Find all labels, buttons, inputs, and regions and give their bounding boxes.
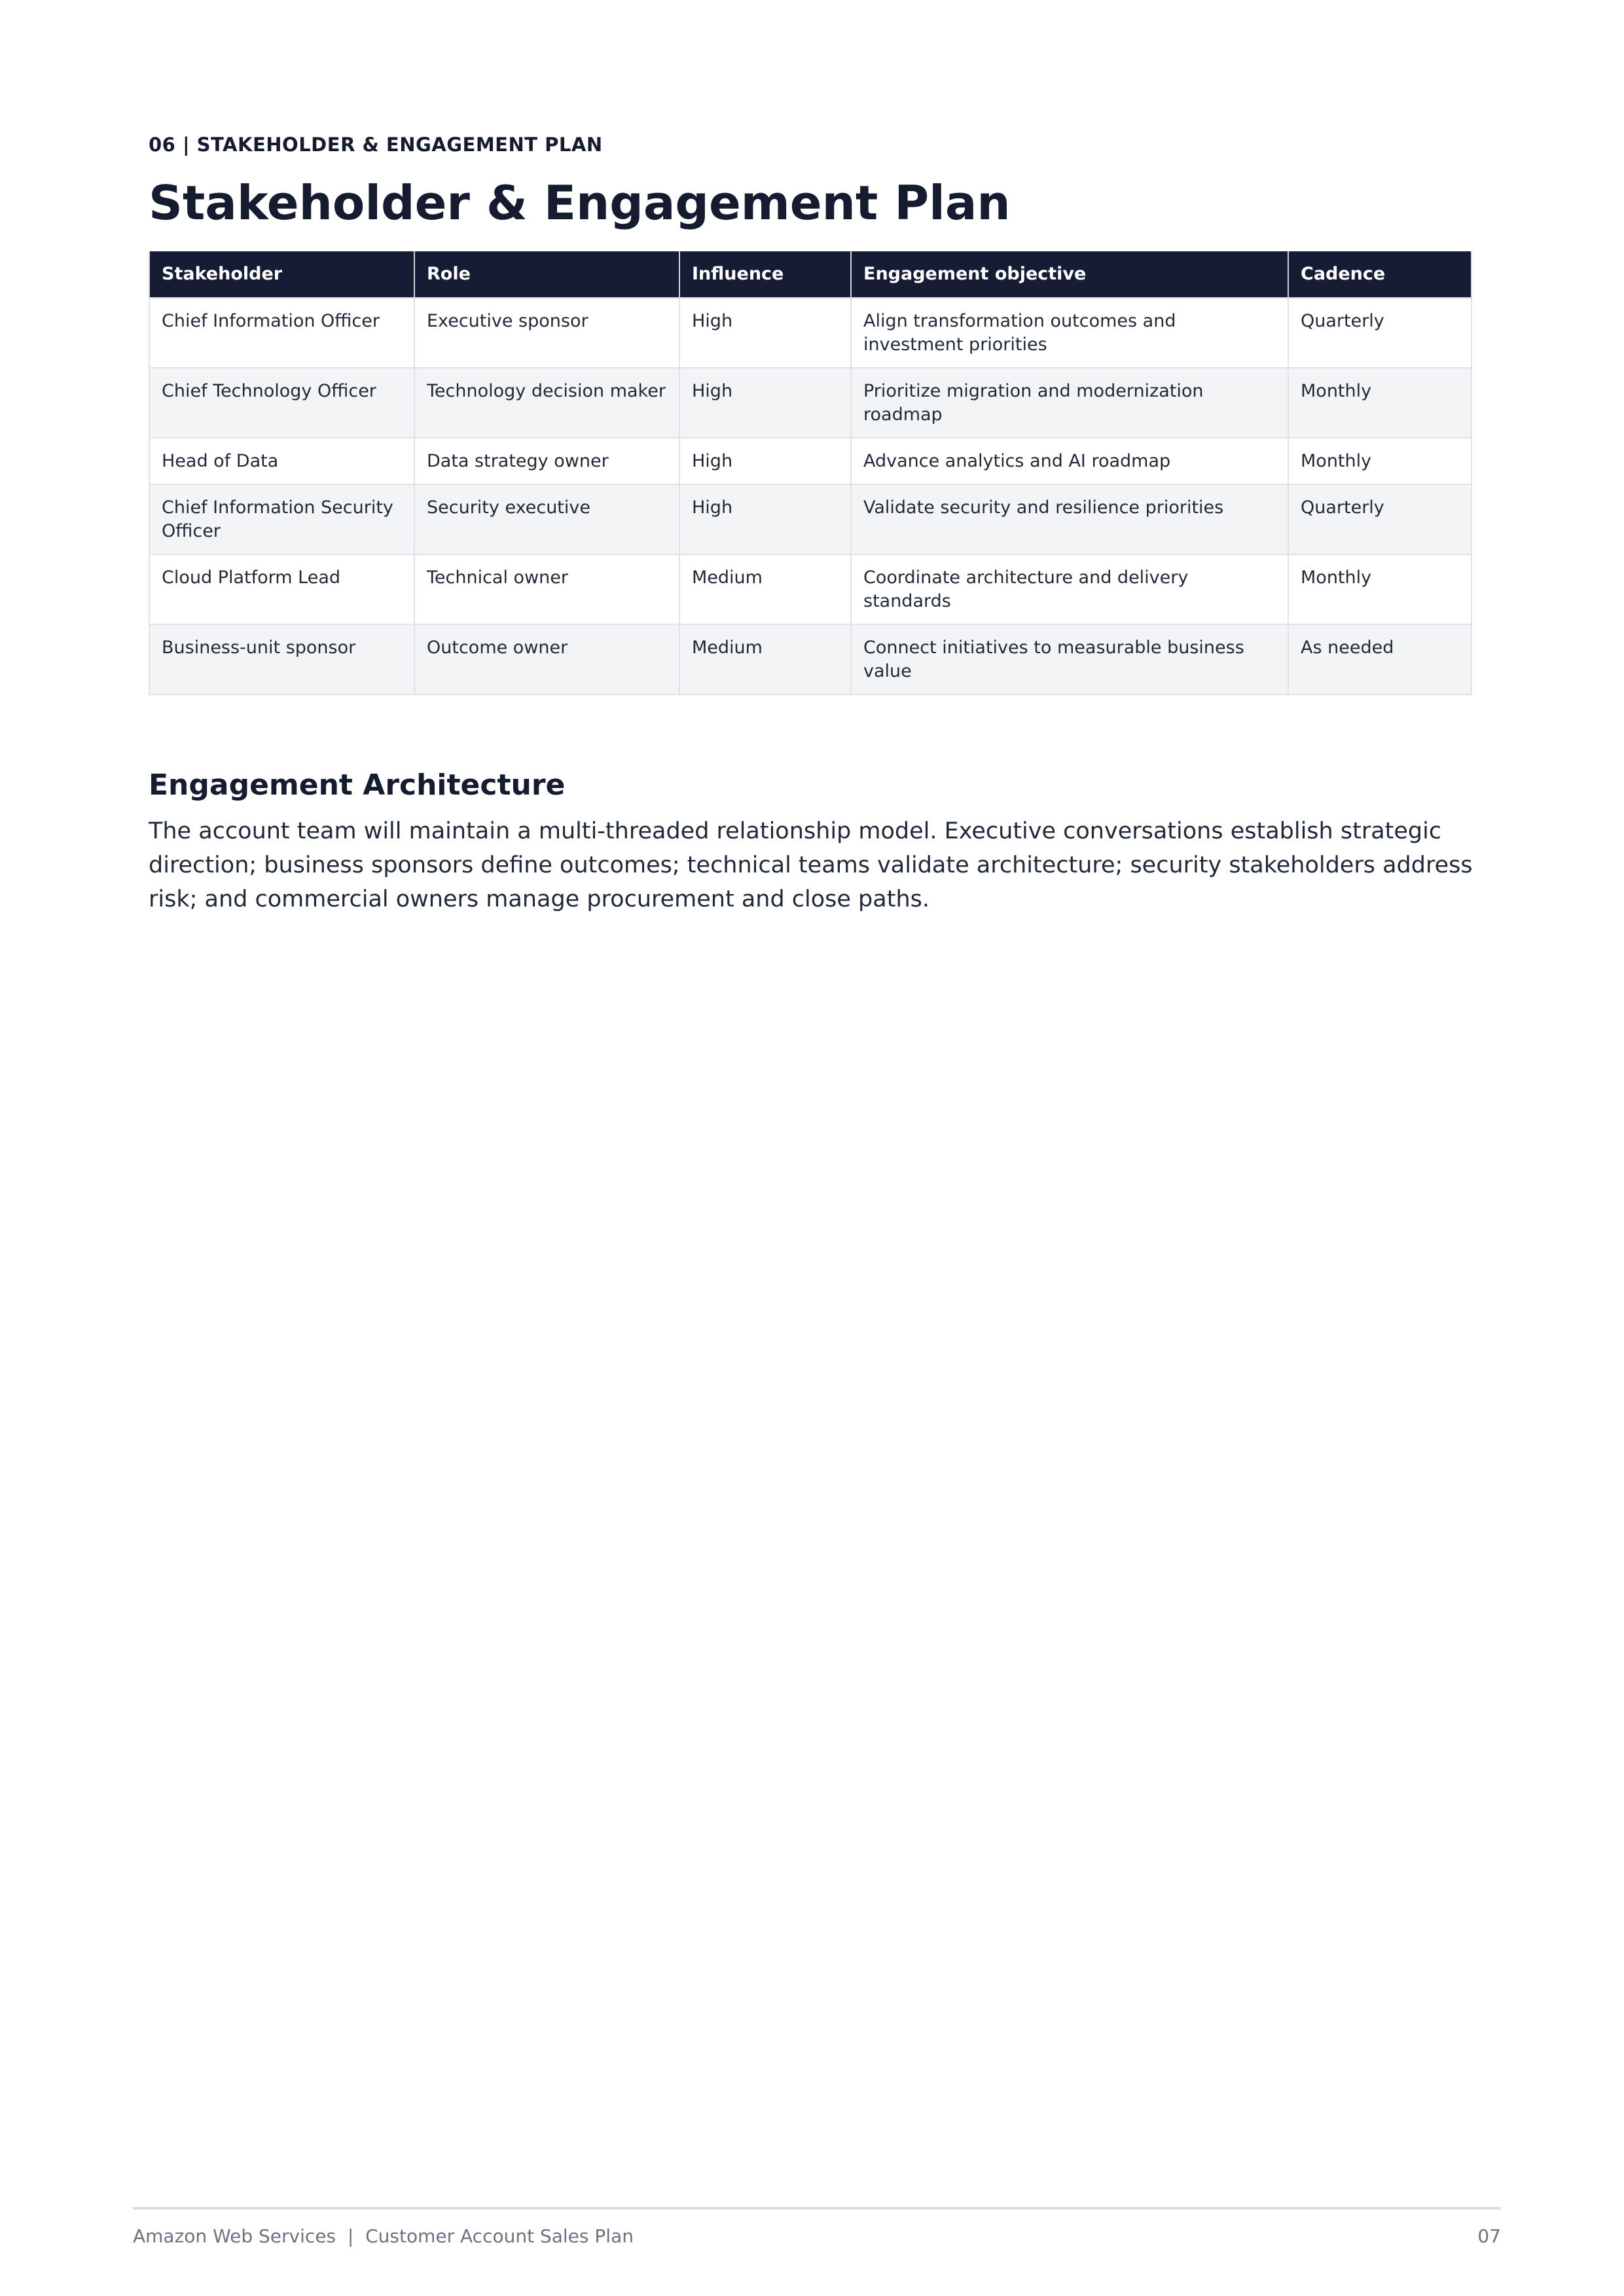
table-row [149, 624, 1471, 694]
cell-role: Data strategy owner [414, 438, 679, 484]
stakeholder-table [149, 251, 1472, 695]
cell-role: Security executive [414, 484, 679, 554]
page-content [149, 131, 1471, 916]
engagement-architecture-body: The account team will maintain a multi-threaded relationship model. Executive conversations establish strategic direction; business sponsors define outcomes; technical teams validate architecture; security stakeholders address risk; and commercial owners manage procurement and close paths. [149, 818, 1473, 912]
cell-influence: Medium [679, 554, 851, 624]
table-row [149, 484, 1471, 554]
cell-stakeholder: Chief Technology Officer [149, 368, 414, 438]
column-header-influence: Influence [679, 251, 851, 298]
engagement-architecture-heading: Engagement Architecture [149, 768, 566, 802]
column-header-role: Role [414, 251, 679, 298]
section-eyebrow: 06 | STAKEHOLDER & ENGAGEMENT PLAN [149, 134, 603, 156]
cell-engagement-objective: Align transformation outcomes and investment priorities [851, 298, 1288, 368]
cell-engagement-objective: Connect initiatives to measurable business value [851, 624, 1288, 694]
cell-cadence: Quarterly [1288, 484, 1471, 554]
cell-influence: High [679, 484, 851, 554]
cell-cadence: Monthly [1288, 438, 1471, 484]
cell-cadence: Monthly [1288, 368, 1471, 438]
footer-page-number: 07 [1477, 2225, 1501, 2247]
cell-cadence: Monthly [1288, 554, 1471, 624]
cell-influence: Medium [679, 624, 851, 694]
cell-influence: High [679, 368, 851, 438]
cell-stakeholder: Head of Data [149, 438, 414, 484]
page-footer [133, 2207, 1501, 2247]
table-row [149, 554, 1471, 624]
cell-stakeholder: Business-unit sponsor [149, 624, 414, 694]
cell-role: Technology decision maker [414, 368, 679, 438]
cell-influence: High [679, 438, 851, 484]
cell-role: Executive sponsor [414, 298, 679, 368]
cell-engagement-objective: Advance analytics and AI roadmap [851, 438, 1288, 484]
column-header-engagement-objective: Engagement objective [851, 251, 1288, 298]
cell-stakeholder: Chief Information Officer [149, 298, 414, 368]
cell-engagement-objective: Validate security and resilience priorities [851, 484, 1288, 554]
column-header-cadence: Cadence [1288, 251, 1471, 298]
table-row [149, 438, 1471, 484]
cell-engagement-objective: Coordinate architecture and delivery standards [851, 554, 1288, 624]
cell-engagement-objective: Prioritize migration and modernization roadmap [851, 368, 1288, 438]
cell-cadence: Quarterly [1288, 298, 1471, 368]
table-row [149, 298, 1471, 368]
cell-stakeholder: Cloud Platform Lead [149, 554, 414, 624]
footer-document-label: Amazon Web Services | Customer Account Sales Plan [133, 2225, 634, 2247]
table-header-row [149, 251, 1471, 298]
column-header-stakeholder: Stakeholder [149, 251, 414, 298]
cell-stakeholder: Chief Information Security Officer [149, 484, 414, 554]
cell-role: Outcome owner [414, 624, 679, 694]
cell-influence: High [679, 298, 851, 368]
cell-role: Technical owner [414, 554, 679, 624]
table-row [149, 368, 1471, 438]
cell-cadence: As needed [1288, 624, 1471, 694]
page-title: Stakeholder & Engagement Plan [149, 175, 1011, 230]
